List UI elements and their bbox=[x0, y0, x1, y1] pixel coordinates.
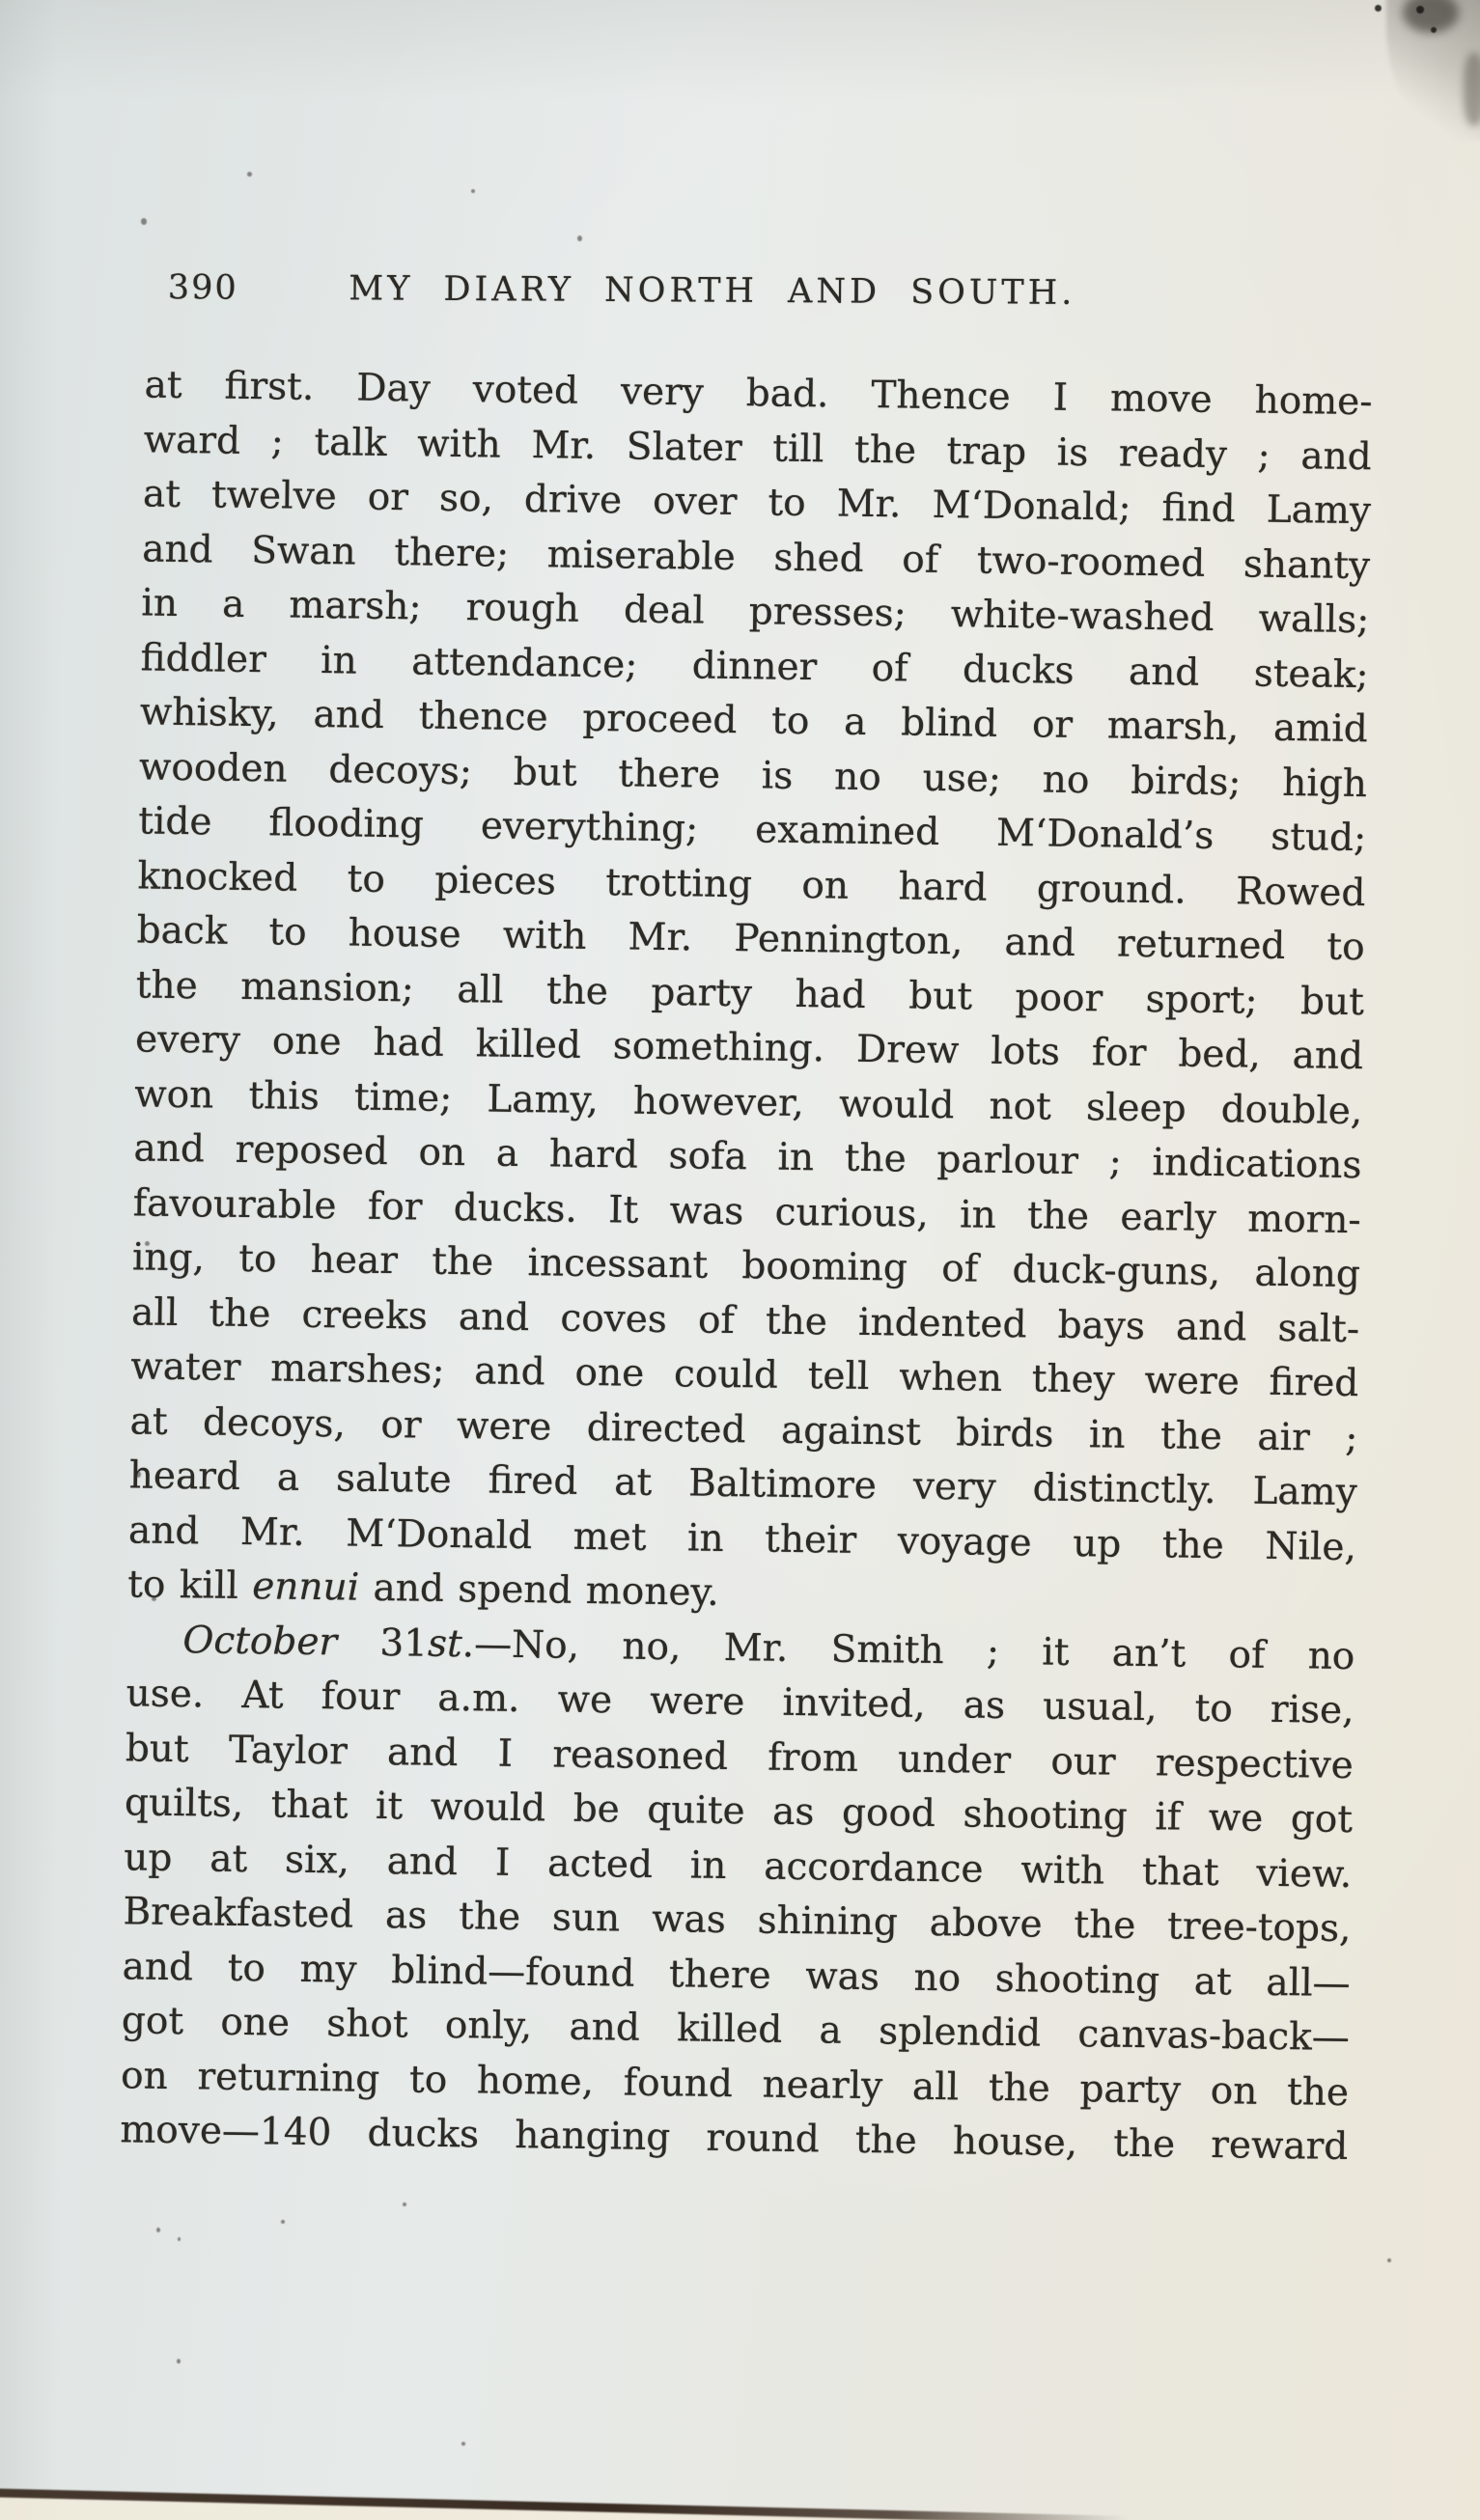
text-run: and to my blind—found there was no shooting at all— bbox=[122, 1944, 1351, 2006]
scan-speck bbox=[178, 2237, 181, 2241]
text-run: knocked to pieces trotting on hard ground. Rowed bbox=[137, 853, 1366, 915]
text-run: in a marsh; rough deal presses; white-washed walls; bbox=[141, 581, 1370, 643]
text-run: and Mr. M‘Donald met in their voyage up the Nile, bbox=[127, 1508, 1357, 1569]
corner-fleck bbox=[1431, 27, 1437, 33]
text-run: heard a salute fired at Baltimore very distinctly. Lamy bbox=[128, 1454, 1358, 1515]
scan-speck bbox=[177, 2359, 181, 2364]
running-title: MY DIARY NORTH AND SOUTH. bbox=[349, 269, 1076, 313]
text-run: and spend money. bbox=[358, 1565, 720, 1615]
text-run: ing, to hear the incessant booming of duck-guns, along bbox=[131, 1235, 1361, 1297]
text-run: the mansion; all the party had but poor sport; but bbox=[135, 962, 1365, 1024]
text-run: at first. Day voted very bad. Thence I move home- bbox=[144, 363, 1373, 425]
text-run: all the creeks and coves of the indented bays and salt- bbox=[130, 1289, 1360, 1351]
scan-speck bbox=[403, 2202, 406, 2206]
text-run: back to house with Mr. Pennington, and returned to bbox=[136, 908, 1365, 970]
text-run: quilts, that it would be quite as good shooting if we got bbox=[124, 1781, 1354, 1842]
scan-speck bbox=[156, 2228, 160, 2232]
page-body bbox=[120, 358, 1373, 2174]
text-run: but Taylor and I reasoned from under our respective bbox=[125, 1726, 1354, 1787]
text-run: whisky, and thence proceed to a blind or marsh, amid bbox=[139, 690, 1369, 752]
text-run: on returning to home, found nearly all the party on the bbox=[120, 2053, 1350, 2115]
header-spacer bbox=[1228, 305, 1373, 306]
text-run: Breakfasted as the sun was shining above the tree-tops, bbox=[123, 1890, 1352, 1952]
text-run: at twelve or so, drive over to Mr. M‘Donald; find Lamy bbox=[142, 472, 1372, 534]
corner-fleck bbox=[1375, 5, 1382, 12]
text-run: and Swan there; miserable shed of two-roomed shanty bbox=[141, 526, 1371, 588]
text-run: fiddler in attendance; dinner of ducks and steak; bbox=[140, 635, 1369, 697]
text-run: ward ; talk with Mr. Slater till the trap is ready ; and bbox=[143, 417, 1373, 479]
text-run: got one shot only, and killed a splendid canvas-back— bbox=[121, 1999, 1351, 2061]
text-run: .—No, no, Mr. Smith ; it an’t of no bbox=[461, 1621, 1355, 1678]
text-run: favourable for ducks. It was curious, in the early morn- bbox=[132, 1180, 1361, 1242]
corner-fleck bbox=[1416, 6, 1424, 14]
scan-speck bbox=[471, 189, 475, 193]
text-run: use. At four a.m. we were invited, as usual, to rise, bbox=[126, 1672, 1354, 1733]
text-run: tide flooding everything; examined M‘Donald’s stud; bbox=[137, 799, 1367, 861]
scan-speck bbox=[281, 2220, 285, 2224]
scan-speck bbox=[461, 2442, 465, 2446]
text-run: 31 bbox=[336, 1620, 429, 1666]
text-run: move—140 ducks hanging round the house, the reward bbox=[120, 2108, 1349, 2170]
italic-text: ennui bbox=[251, 1565, 360, 1610]
page-header bbox=[145, 268, 1373, 315]
italic-text: October bbox=[182, 1618, 338, 1664]
scan-speck bbox=[577, 235, 582, 241]
scan-speck bbox=[1387, 2258, 1391, 2262]
text-run: water marshes; and one could tell when they were fired bbox=[130, 1344, 1359, 1406]
page-number: 390 bbox=[167, 268, 238, 308]
scan-speck bbox=[141, 218, 147, 225]
text-run: up at six, and I acted in accordance with that view. bbox=[124, 1835, 1353, 1897]
corner-stain-edge bbox=[1464, 53, 1480, 125]
text-run: at decoys, or were directed against birds in the air ; bbox=[129, 1398, 1358, 1460]
text-run: won this time; Lamy, however, would not sleep double, bbox=[134, 1071, 1363, 1133]
text-run: and reposed on a hard sofa in the parlour ; indications bbox=[133, 1126, 1362, 1188]
text-run: every one had killed something. Drew lots for bed, and bbox=[134, 1017, 1364, 1079]
italic-text: st bbox=[427, 1621, 463, 1666]
text-run: to kill bbox=[126, 1563, 253, 1609]
corner-stain bbox=[1364, 0, 1480, 164]
scan-speck bbox=[247, 172, 252, 177]
text-run: wooden decoys; but there is no use; no birds; high bbox=[138, 744, 1368, 806]
